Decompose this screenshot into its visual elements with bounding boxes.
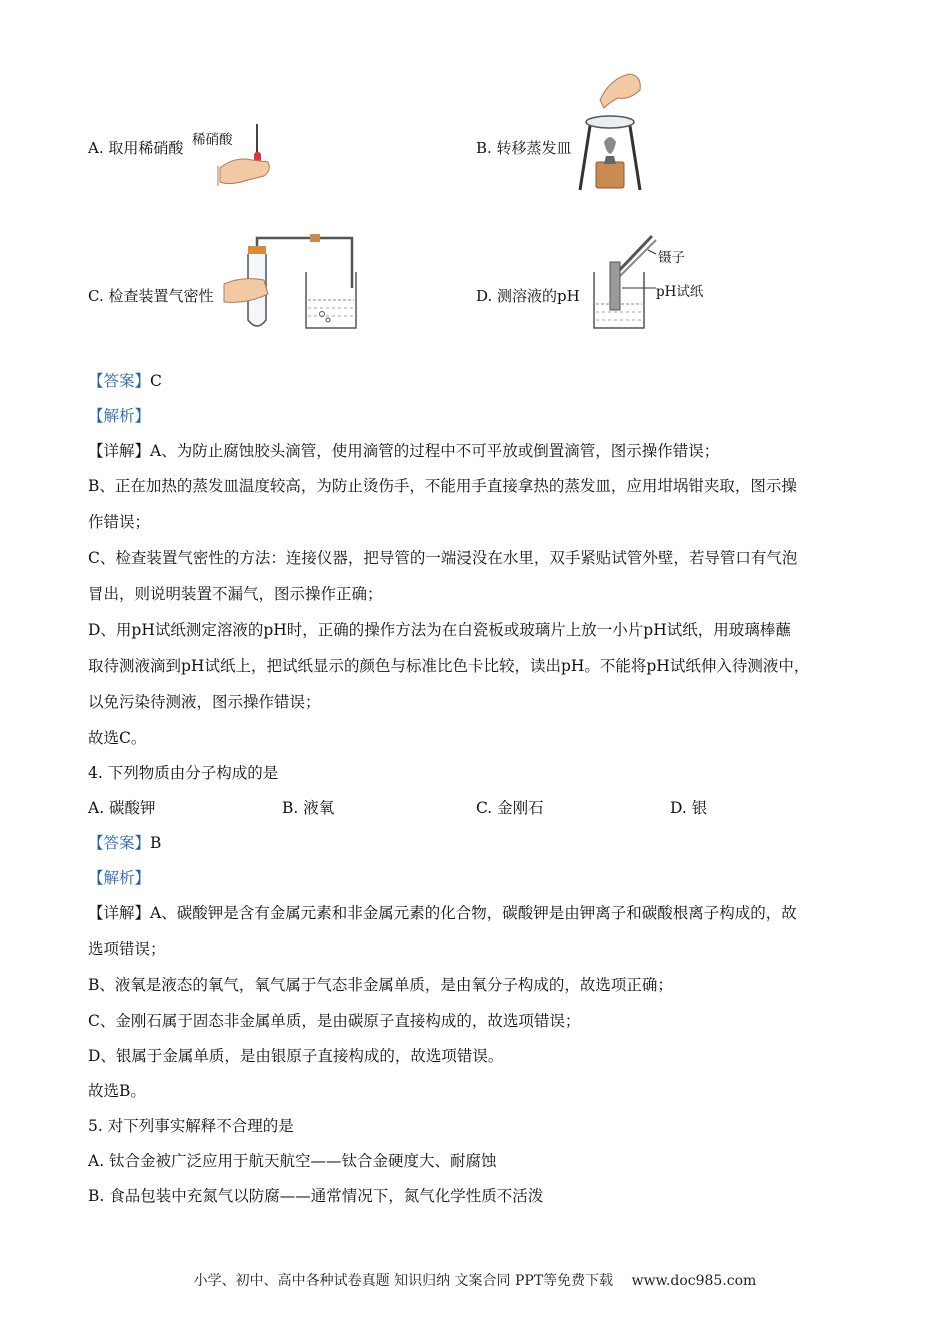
figure-d-ph-test <box>590 232 720 332</box>
q4-analysis-line: 【详解】A、碳酸钾是含有金属元素和非金属元素的化合物，碳酸钾是由钾离子和碳酸根离子构成的，故 <box>88 904 797 922</box>
q5-option: B. 食品包装中充氮气以防腐——通常情况下，氮气化学性质不活泼 <box>88 1187 544 1205</box>
page-footer: 小学、初中、高中各种试卷真题 知识归纳 文案合同 PPT等免费下载 www.doc985.com <box>193 1273 757 1289</box>
figure-b-evaporating-dish <box>570 70 650 195</box>
q4-option: D. 银 <box>670 799 708 817</box>
answer-tag: 【答案】 <box>88 834 151 852</box>
q4-analysis-line: B、液氧是液态的氧气，氧气属于气态非金属单质，是由氧分子构成的，故选项正确； <box>88 976 673 994</box>
q4-option: A. 碳酸钾 <box>88 799 156 817</box>
q3-option-c-label: C. 检查装置气密性 <box>88 287 214 305</box>
q3-option-d-label: D. 测溶液的pH <box>476 287 580 305</box>
q5-stem: 5. 对下列事实解释不合理的是 <box>88 1117 294 1135</box>
q3-analysis-line: 故选C。 <box>88 729 147 747</box>
q4-stem: 4. 下列物质由分子构成的是 <box>88 764 279 782</box>
q3-option-b-label: B. 转移蒸发皿 <box>476 139 572 157</box>
q3-analysis-line: C、检查装置气密性的方法：连接仪器，把导管的一端浸没在水里，双手紧贴试管外壁，若导管口有气泡 <box>88 549 798 567</box>
q3-answer <box>88 370 162 392</box>
q3-analysis-line: 取待测液滴到pH试纸上，把试纸显示的颜色与标准比色卡比较，读出pH。不能将pH试纸伸入待测液中， <box>88 657 810 675</box>
figure-a-reagent-label: 稀硝酸 <box>192 132 233 148</box>
test-tube-beaker-icon <box>224 228 364 338</box>
q3-analysis-tag: 【解析】 <box>88 407 151 425</box>
figure-a-dropper <box>190 120 280 200</box>
q3-analysis-line: 冒出，则说明装置不漏气，图示操作正确； <box>88 585 383 603</box>
q4-option: B. 液氧 <box>282 799 335 817</box>
q4-analysis-line: C、金刚石属于固态非金属单质，是由碳原子直接构成的，故选项错误； <box>88 1012 581 1030</box>
figure-d-tweezers-label: 镊子 <box>658 250 685 266</box>
tripod-burner-icon <box>570 70 650 195</box>
answer-tag: 【答案】 <box>88 372 151 390</box>
q4-analysis-line: D、银属于金属单质，是由银原子直接构成的，故选项错误。 <box>88 1047 504 1065</box>
q3-analysis-line: B、正在加热的蒸发皿温度较高，为防止烫伤手，不能用手直接拿热的蒸发皿，应用坩埚钳夹取，图示操 <box>88 477 797 495</box>
q4-option: C. 金刚石 <box>476 799 544 817</box>
q3-analysis-line: 以免污染待测液，图示操作错误； <box>88 693 321 711</box>
q4-analysis-line: 选项错误； <box>88 940 166 958</box>
figure-d-ph-paper-label: pH试纸 <box>656 284 704 300</box>
q4-answer <box>88 832 161 854</box>
answer-value: C <box>150 372 162 390</box>
q3-analysis-line: 作错误； <box>88 513 151 531</box>
answer-value: B <box>150 834 162 852</box>
q3-option-a-label: A. 取用稀硝酸 <box>88 139 184 157</box>
q4-analysis-line: 故选B。 <box>88 1082 146 1100</box>
q4-analysis-tag: 【解析】 <box>88 869 151 887</box>
figure-c-airtightness-setup <box>224 228 364 338</box>
q3-analysis-line: 【详解】A、为防止腐蚀胶头滴管，使用滴管的过程中不可平放或倒置滴管，图示操作错误； <box>88 442 720 460</box>
q5-option: A. 钛合金被广泛应用于航天航空——钛合金硬度大、耐腐蚀 <box>88 1152 497 1170</box>
q3-analysis-line: D、用pH试纸测定溶液的pH时，正确的操作方法为在白瓷板或玻璃片上放一小片pH试纸，用玻璃棒蘸 <box>88 621 791 639</box>
